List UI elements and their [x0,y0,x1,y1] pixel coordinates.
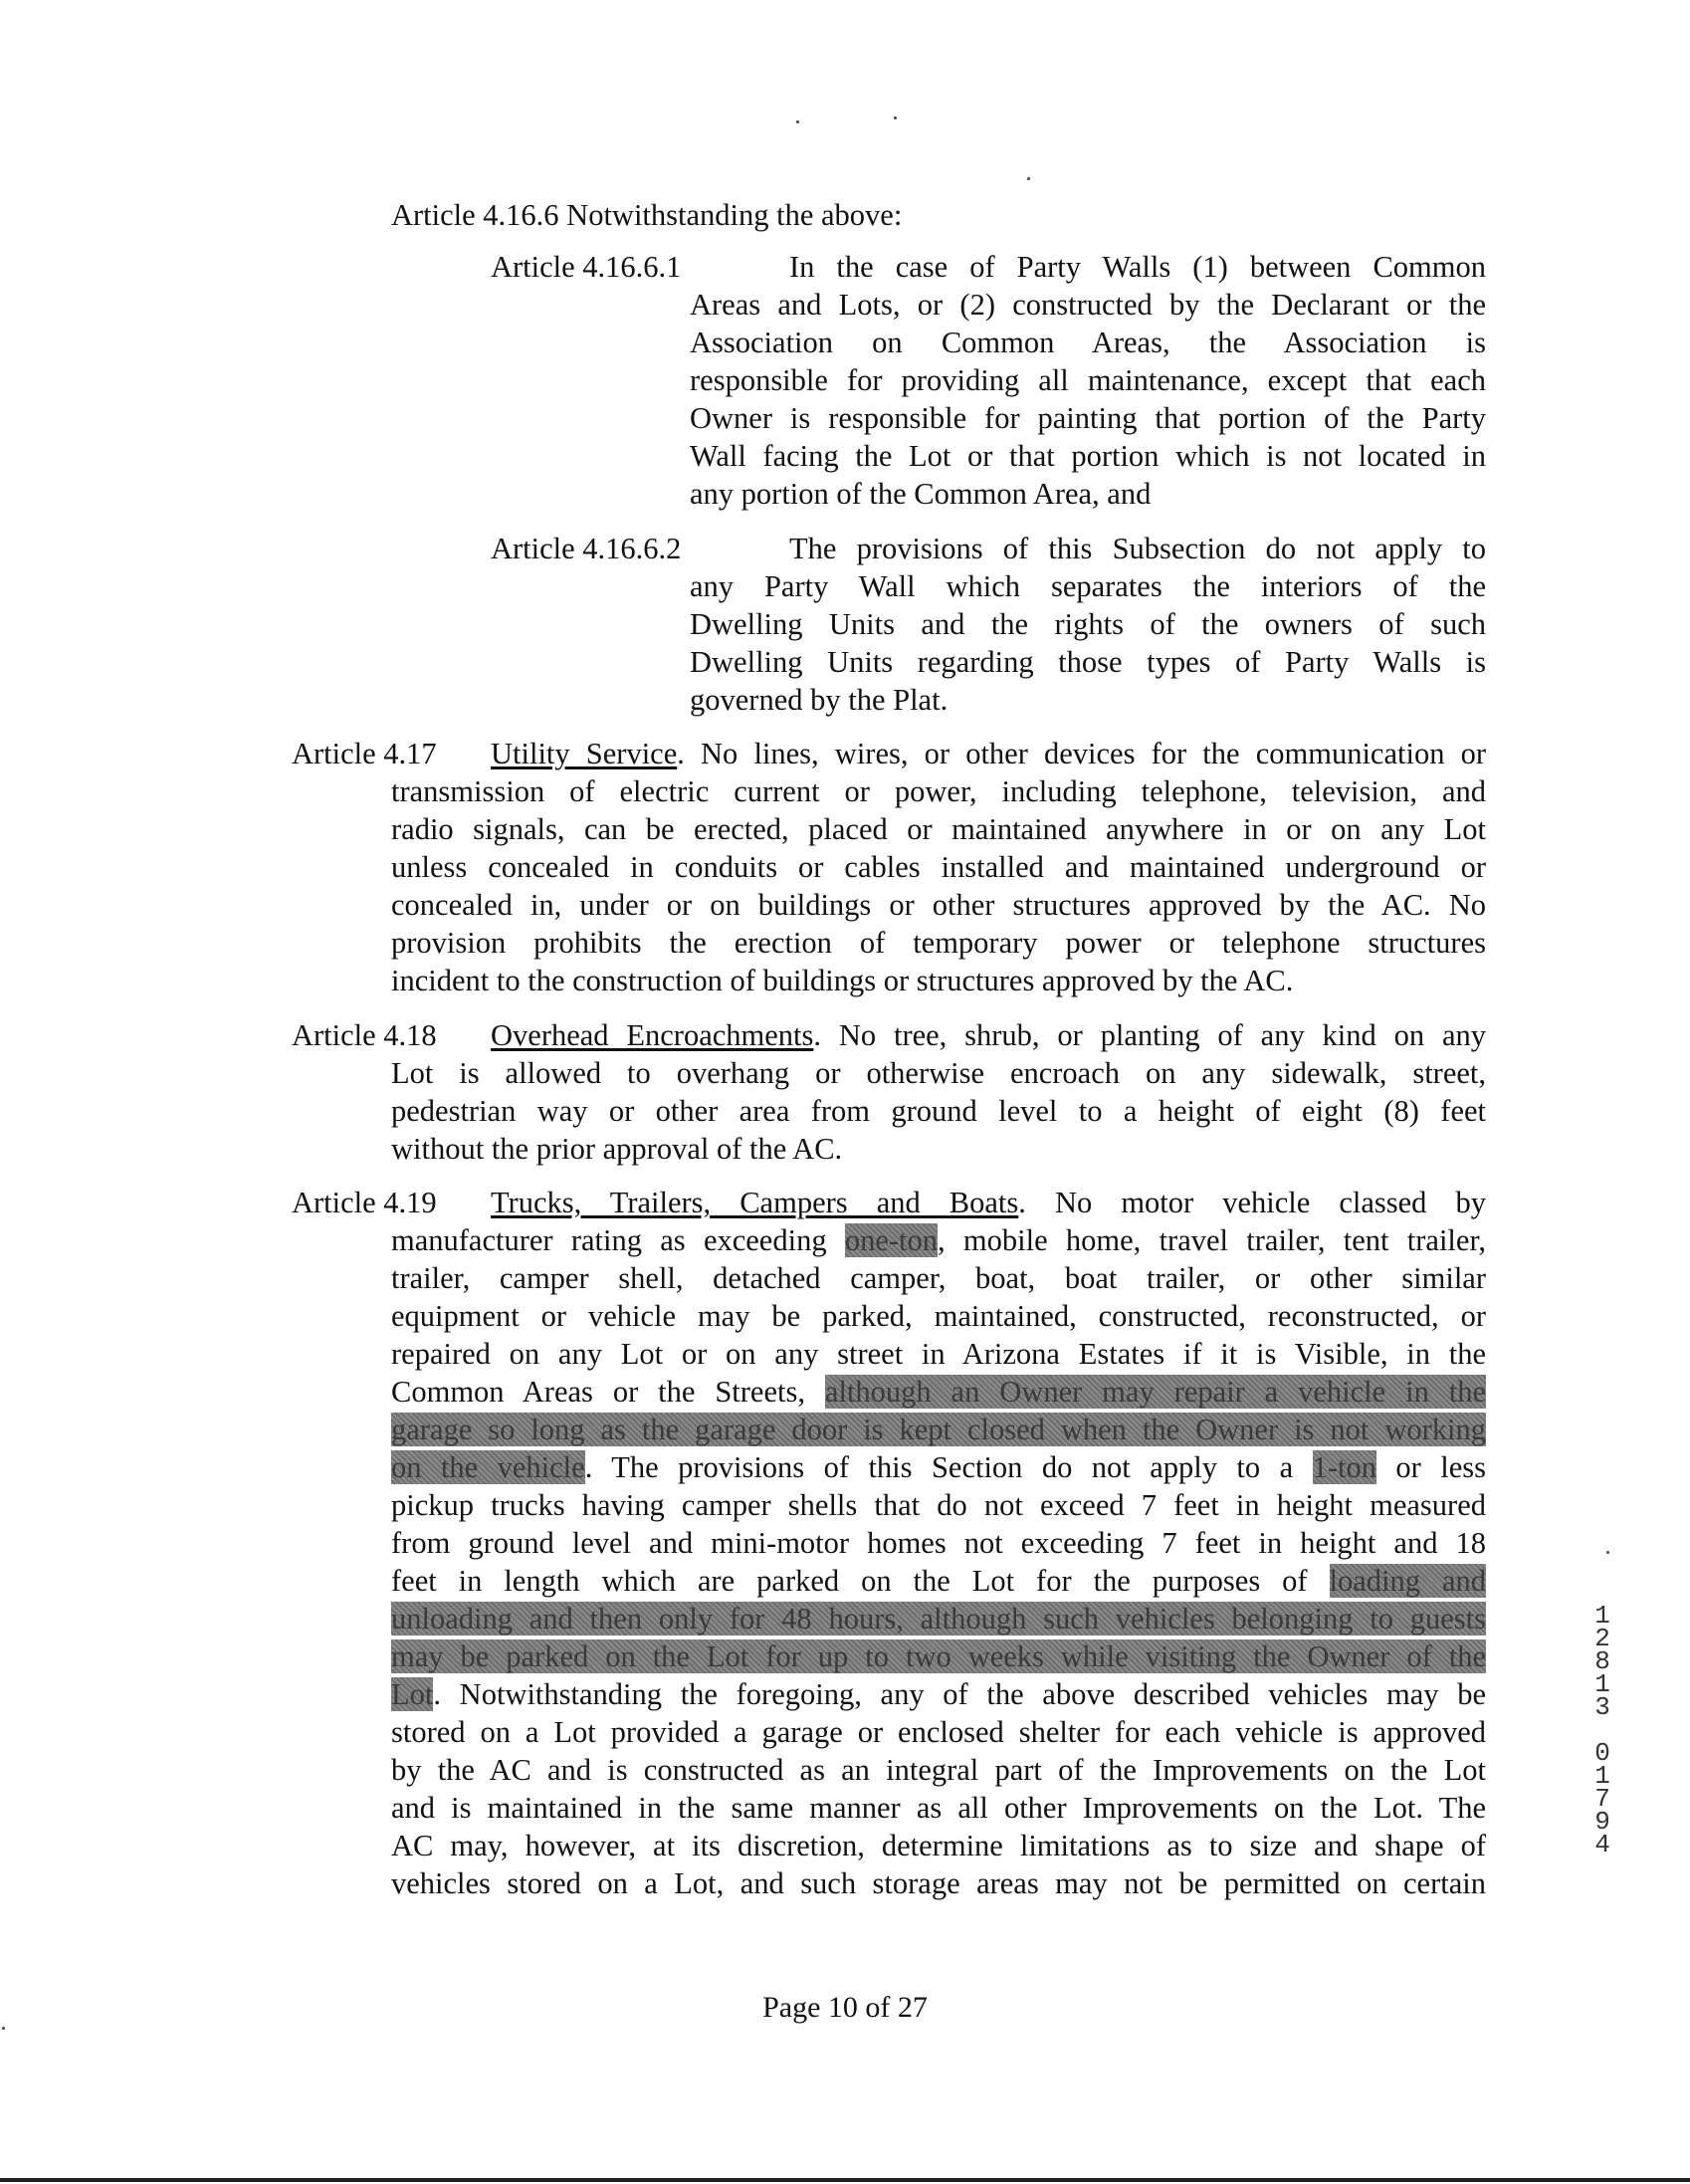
article-4-19-line [391,1600,1486,1638]
article-4-19-line [391,1411,1486,1448]
article-4-17-line: transmission of electric current or power, including telephone, television, and [391,774,1486,808]
text-run: or less [1375,1450,1486,1484]
article-4-16-6-1-line: Owner is responsible for painting that portion of the Party [690,401,1486,435]
article-4-16-6-1-line: Association on Common Areas, the Association is [690,326,1486,359]
article-4-18-first-line [491,1016,1486,1054]
redacted-text: may be parked on the Lot for up to two weeks while visiting the Owner of the [391,1639,1486,1673]
text-run: feet in length which are parked on the Lot for the purposes of [391,1564,1330,1598]
article-4-19-line: pickup trucks having camper shells that do not exceed 7 feet in height measured [391,1488,1486,1522]
article-4-19-line [391,1562,1486,1600]
article-4-19-line: by the AC and is constructed as an integral part of the Improvements on the Lot [391,1753,1486,1787]
article-4-18-line: Lot is allowed to overhang or otherwise encroach on any sidewalk, street, [391,1056,1486,1090]
article-4-19-line: stored on a Lot provided a garage or enclosed shelter for each vehicle is approved [391,1715,1486,1749]
page-number: Page 10 of 27 [762,1991,928,2024]
article-4-19-first-line [491,1184,1486,1221]
article-4-19-line: from ground level and mini-motor homes not exceeding 7 feet in height and 18 [391,1526,1486,1560]
article-4-19-line [391,1373,1486,1411]
scan-speck [894,116,897,119]
article-4-16-6-2-line: governed by the Plat. [690,683,949,717]
scan-bottom-edge [0,2178,1690,2182]
text-run: manufacturer rating as exceeding [391,1223,845,1257]
stamp-digit: 4 [1594,1830,1610,1859]
article-4-16-6-2-number: Article 4.16.6.2 [491,532,682,565]
article-4-18-line: pedestrian way or other area from ground level to a height of eight (8) feet [391,1094,1486,1128]
redacted-text: although an Owner may repair a vehicle in the [824,1375,1486,1409]
article-4-19-first-rest: . No motor vehicle classed by [1018,1186,1487,1219]
article-4-16-6-2-line: Dwelling Units and the rights of the owners of such [690,607,1486,641]
redacted-text: one-ton [844,1223,939,1257]
stamp-digit: 3 [1594,1692,1610,1722]
article-4-17-line: incident to the construction of buildings or structures approved by the AC. [391,964,1294,997]
recording-number-stamp [1583,1601,1622,1859]
text-run: . The provisions of this Section do not apply to a [584,1450,1313,1484]
article-4-17-first-line [491,735,1486,772]
stamp-digit: 7 [1594,1784,1610,1814]
article-4-19-line: AC may, however, at its discretion, determine limitations as to size and shape of [391,1829,1486,1862]
article-4-18-first-rest: . No tree, shrub, or planting of any kind on any [813,1018,1486,1052]
article-4-16-6-1-line: any portion of the Common Area, and [690,477,1152,511]
text-run: , mobile home, travel trailer, tent trailer, [938,1223,1487,1257]
redacted-text: on the vehicle [391,1450,585,1484]
stamp-digit: 9 [1594,1807,1610,1837]
article-4-17-line: radio signals, can be erected, placed or maintained anywhere in or on any Lot [391,812,1486,846]
article-4-19-line: and is maintained in the same manner as all other Improvements on the Lot. The [391,1791,1486,1825]
article-4-16-6-2-line: The provisions of this Subsection do not apply to [789,532,1486,565]
stamp-digit: 1 [1594,1601,1610,1631]
article-4-19-number: Article 4.19 [292,1186,437,1219]
article-4-18-number: Article 4.18 [292,1018,437,1052]
scan-speck [1606,1551,1609,1554]
article-4-19-line: trailer, camper shell, detached camper, boat, boat trailer, or other similar [391,1261,1486,1295]
text-run: . Notwithstanding the foregoing, any of the above described vehicles may be [433,1677,1486,1711]
redacted-text: loading and [1329,1564,1486,1598]
scan-speck [1027,177,1030,180]
article-4-17-title: Utility Service [491,737,678,770]
article-4-16-6-heading: Article 4.16.6 Notwithstanding the above: [391,198,903,232]
stamp-digit: 8 [1594,1646,1610,1676]
article-4-18-line: without the prior approval of the AC. [391,1132,843,1166]
article-4-16-6-1-line: responsible for providing all maintenance, except that each [690,363,1486,397]
text-run: Common Areas or the Streets, [391,1375,825,1409]
article-4-19-line [391,1638,1486,1675]
article-4-19-line: repaired on any Lot or on any street in Arizona Estates if it is Visible, in the [391,1337,1486,1371]
article-4-16-6-2-line: any Party Wall which separates the interiors of the [690,569,1486,603]
article-4-17-line: unless concealed in conduits or cables installed and maintained underground or [391,850,1486,884]
article-4-19-line [391,1221,1486,1259]
redacted-text: unloading and then only for 48 hours, although such vehicles belonging to guests [391,1602,1486,1636]
article-4-18-title: Overhead Encroachments [491,1018,814,1052]
article-4-17-line: concealed in, under or on buildings or other structures approved by the AC. No [391,888,1486,922]
article-4-19-line: equipment or vehicle may be parked, maintained, constructed, reconstructed, or [391,1299,1486,1333]
redacted-text: Lot [391,1677,434,1711]
article-4-16-6-1-line: Areas and Lots, or (2) constructed by the Declarant or the [690,288,1486,322]
stamp-digit: 1 [1594,1669,1610,1699]
article-4-19-title: Trucks, Trailers, Campers and Boats [491,1186,1019,1219]
article-4-19-line [391,1448,1486,1486]
stamp-digit: 1 [1594,1761,1610,1791]
redacted-text: 1-ton [1312,1450,1376,1484]
article-4-16-6-1-line: Wall facing the Lot or that portion which is not located in [690,439,1486,473]
redacted-text: garage so long as the garage door is kept closed when the Owner is not working [391,1413,1486,1446]
scan-speck [796,120,799,123]
article-4-17-first-rest: . No lines, wires, or other devices for the communication or [677,737,1486,770]
scan-speck [2,2027,5,2030]
article-4-16-6-1-line: In the case of Party Walls (1) between Common [789,250,1486,284]
stamp-digit: 2 [1594,1624,1610,1653]
article-4-16-6-2-line: Dwelling Units regarding those types of Party Walls is [690,645,1486,679]
article-4-17-line: provision prohibits the erection of temporary power or telephone structures [391,926,1486,960]
article-4-19-line: vehicles stored on a Lot, and such storage areas may not be permitted on certain [391,1866,1486,1900]
article-4-19-line [391,1675,1486,1713]
article-4-16-6-1-number: Article 4.16.6.1 [491,250,682,284]
article-4-17-number: Article 4.17 [292,737,437,770]
stamp-digit: 0 [1594,1738,1610,1768]
